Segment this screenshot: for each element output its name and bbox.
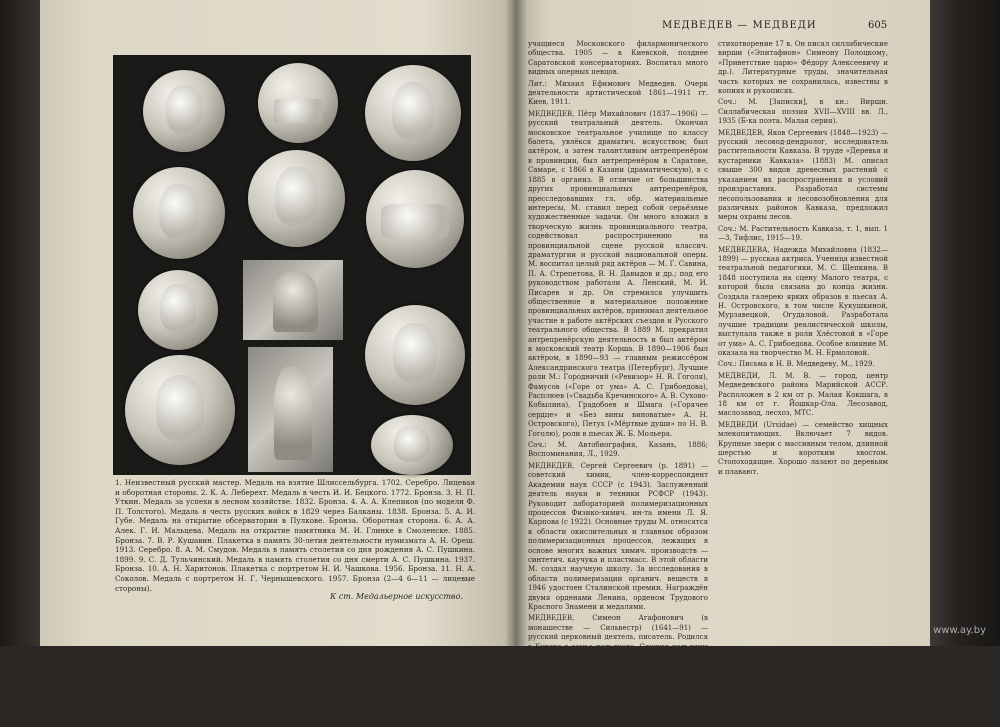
watermark: www.ay.by bbox=[933, 625, 986, 636]
paragraph: Лит.: Михаил Ефимович Медведев. Очерк деятельности артистической 1861—1911 гг. Киев, 1911. bbox=[528, 79, 708, 107]
paragraph: Соч.: М. Автобиография, Казань, 1886; Воспоминания, Л., 1929. bbox=[528, 441, 708, 459]
medal-8 bbox=[365, 305, 465, 405]
medal-7 bbox=[138, 270, 218, 350]
medal-5 bbox=[366, 170, 464, 268]
medal-2 bbox=[365, 65, 461, 161]
text-column-left bbox=[528, 40, 708, 726]
medal-1-reverse bbox=[258, 63, 338, 143]
medal-9 bbox=[125, 355, 235, 465]
page-number: 605 bbox=[868, 20, 888, 31]
plate-caption: 1. Неизвестный русский мастер. Медаль на взятие Шлиссельбурга. 1702. Серебро. Лицевая и оборотная стороны. 2. К. А. Леберехт. Медаль в честь И. И. Бецкого. 1772. Бронза. 3. Н. П. Уткин. Медаль за успехи в лесном хозяйстве. 1832. Бронза. 4. А. А. Клепиков (по модели Ф. П. Толстого). Медаль в честь русских войск в 1829 через Балканы. 1838. Бронза. 5. А. И. Губе. Медаль на открытие обсерватории в Пулкове. Бронза. Оборотная сторона. 6. А. А. Алек. Г. И. Мальцева. Медаль на открытие памятника М. И. Глинке в Смоленске. 1885. Бронза. 7. В. Р. Кушавин. Плакетка в память 30-летия деятельности нумизмата А. Н. Ореш. 1913. Серебро. 8. А. М. Смудов. Медаль в память столетия со дня рождения А. С. Пушкина. 1899. 9. С. Д. Тульчинский. Медаль в память столетия со дня смерти А. С. Пушкина. 1937. Бронза. 10. А. Н. Харитонов. Плакетка с портретом Н. И. Чашкова. 1956. Бронза. 11. Н. А. Соколов. Медаль с портретом Н. Г. Чернышевского. 1957. Бронза (2—4 6—11 — лицевые стороны). bbox=[115, 478, 475, 593]
paragraph: МЕДВЕДИ, Л. М. В. — город, центр Медведевского района Марийской АССР. Расположен в 2 км от р. Малая Кокшага, в 18 км от г. Йошкар-Ола. Лесозавод, маслозавод, лесхоз, МТС. bbox=[718, 371, 888, 418]
text-column-right bbox=[718, 40, 888, 636]
paragraph: МЕДВЕДЕВ, Сергей Сергеевич (р. 1891) — советский химик, член-корреспондент Академии наук СССР (с 1943). Заслуженный деятель науки и техники РСФСР (1943). Руководит лабораторией полимеризационных процессов Физико-химич. ин-та имени Л. Я. Карпова (с 1922). Основные труды М. относятся к области окислительных и главным образом полимеризационных процессов, лежащих в основе многих важных химич. производств — синтетич. каучука и пластмасс. В этой области М. создал научную школу. За исследования в области полимеризации органич. веществ в 1946 удостоен Сталинской премии. Награждён двумя орденами Ленина, орденом Трудового Красного Знамени и медалями. bbox=[528, 461, 708, 611]
paragraph: МЕДВЕДЕВ, Симеон Агафонович (в монашестве — Сильвестр) (1641—91) — русский церковный деятель, писатель. Родился в Курске в семье подьячего. Служил подьячим в приказе Тайных дел. Получил образование в школе Симеона Полоцкого. Был справщиком (редактором) Печатного двора. В 1665 М. основал в Москве школу при Заиконоспасском монастыре и составил проект преобразования этой школы в Академию. В 1689 был арестован и в 1691 казнён по обвинению в заговоре против Петра I. bbox=[528, 614, 708, 726]
paragraph: МЕДВЕДИ (Ursidae) — семейство хищных млекопитающих. Включает 7 видов. Крупные звери с массивным телом, длинной шерстью и коротким хвостом. Стопоходящие. Хорошо лазают по деревьям и плавают. bbox=[718, 420, 888, 476]
paragraph: Соч.: М. Растительность Кавказа, т. 1, вып. 1—3, Тифлис, 1915—19. bbox=[718, 224, 888, 243]
book-gutter bbox=[505, 0, 527, 646]
paragraph: МЕДВЕДЕВ, Яков Сергеевич (1848—1923) — русский лесовод-дендролог, исследователь растительности Кавказа. В труде «Деревья и кустарники Кавказа» (1883) М. описал свыше 300 видов древесных растений с указанием их распространения и условий произрастания. Разработал системы лесопользования и лесовозобновления для различных районов Кавказа, предложил меры охраны лесов. bbox=[718, 128, 888, 222]
paragraph: стихотворение 17 в. Он писал силлабические вирши («Эпитафион» Симеону Полоцкому, «Приветствие царю» Фёдору Алексеевичу и др.). Литературные труды, значительная часть которых не сохранилась, известны в копиях и рукописях. bbox=[718, 40, 888, 96]
plaque-10 bbox=[248, 347, 333, 472]
medal-3 bbox=[133, 167, 225, 259]
medals-plate bbox=[113, 55, 471, 475]
paragraph: Соч.: Письма к Н. В. Медведеву, М., 1929. bbox=[718, 360, 875, 369]
book-cover-right bbox=[930, 0, 1000, 646]
medal-11 bbox=[371, 415, 453, 475]
paragraph: учащиеся Московского филармонического общества. 1905 — в Киевской, позднее Саратовской консерваториях. Воспитал много видных оперных певцов. bbox=[528, 40, 708, 77]
paragraph: МЕДВЕДЕВ, Пётр Михайлович (1837—1906) — русский театральный деятель. Окончил московское театральное училище по классу балета, увлёкся драматич. искусством; был актёром, а затем талантливым антрепренёром в провинции, был антрепренёром в Саратове, Самаре, с 1866 в Казани (драматическую), в с 1885 в организ. В отличие от большинства других провинциальных антрепренёров, пресследовавших гл. обр. материальные интересы, М. ставил перед собой серьёзные художественные задачи. Он много вложил в творческую жизнь провинциального театра, содействовал распространению на провинциальной сцене русской классич. драматургии и русской национальной оперы. М. воспитал целый ряд актёров — М. Г. Савина, П. А. Стрепетова, В. Н. Давыдов и др.; под его руководством работали А. Ленский, М. И. Писарев и др. Он стремился улучшить общественное и материальное положение провинциальных актёров, принимал деятельное участие в работе актёрских съездов и Русского театрального общества. В 1889 М. прекратил антрепренёрскую деятельность и был актёром в московский театр Корша. В 1890—1906 был актёром, в 1890—93 — главным режиссёром Александринского театра (Петербург). Лучшие роли М.: Городничий («Ревизор» Н. В. Гоголя), Фамусов («Горе от ума» А. С. Грибоедова), Расплюев («Свадьба Кречинского» А. В. Сухово-Кобылина), Градобоев и Шмага («Горячее сердце» и «Без вины виноватые» А. Н. Островского), Петух («Мёртвые души» по Н. В. Гоголю), роли в пьесах Ж. Б. Мольера. bbox=[528, 109, 708, 438]
paragraph: МЕДВЕДЕВА, Надежда Михайловна (1832—1899) — русская актриса. Ученица известной театральной педагогики, М. С. Щепкина. В 1848 поступила на сцену Малого театра, с которой была связана до конца жизни. Создала галерею ярких образов в пьесах А. Н. Островского, в том числе Кукушкиной, Мурзавецкой, Огудаловой. Разработала лучшие традиции реалистической школы, выступала также в роли Хлёстовой в «Горе от ума» А. С. Грибоедова. Особое влияние М. оказала на творчество М. Н. Ермоловой. bbox=[718, 245, 888, 357]
plaque-6 bbox=[243, 260, 343, 340]
paragraph: Соч.: М. [Записки], в кн.: Вирши. Силлабическая поэзия XVII—XVIII вв. Л., 1935 (Б-ка поэта. Малая серия). bbox=[718, 98, 888, 126]
medal-1-obverse bbox=[143, 70, 225, 152]
running-title: МЕДВЕДЕВ — МЕДВЕДИ bbox=[662, 20, 817, 31]
medal-4 bbox=[248, 150, 345, 247]
plate-caption-footer: К ст. Медальерное искусство. bbox=[330, 592, 463, 601]
